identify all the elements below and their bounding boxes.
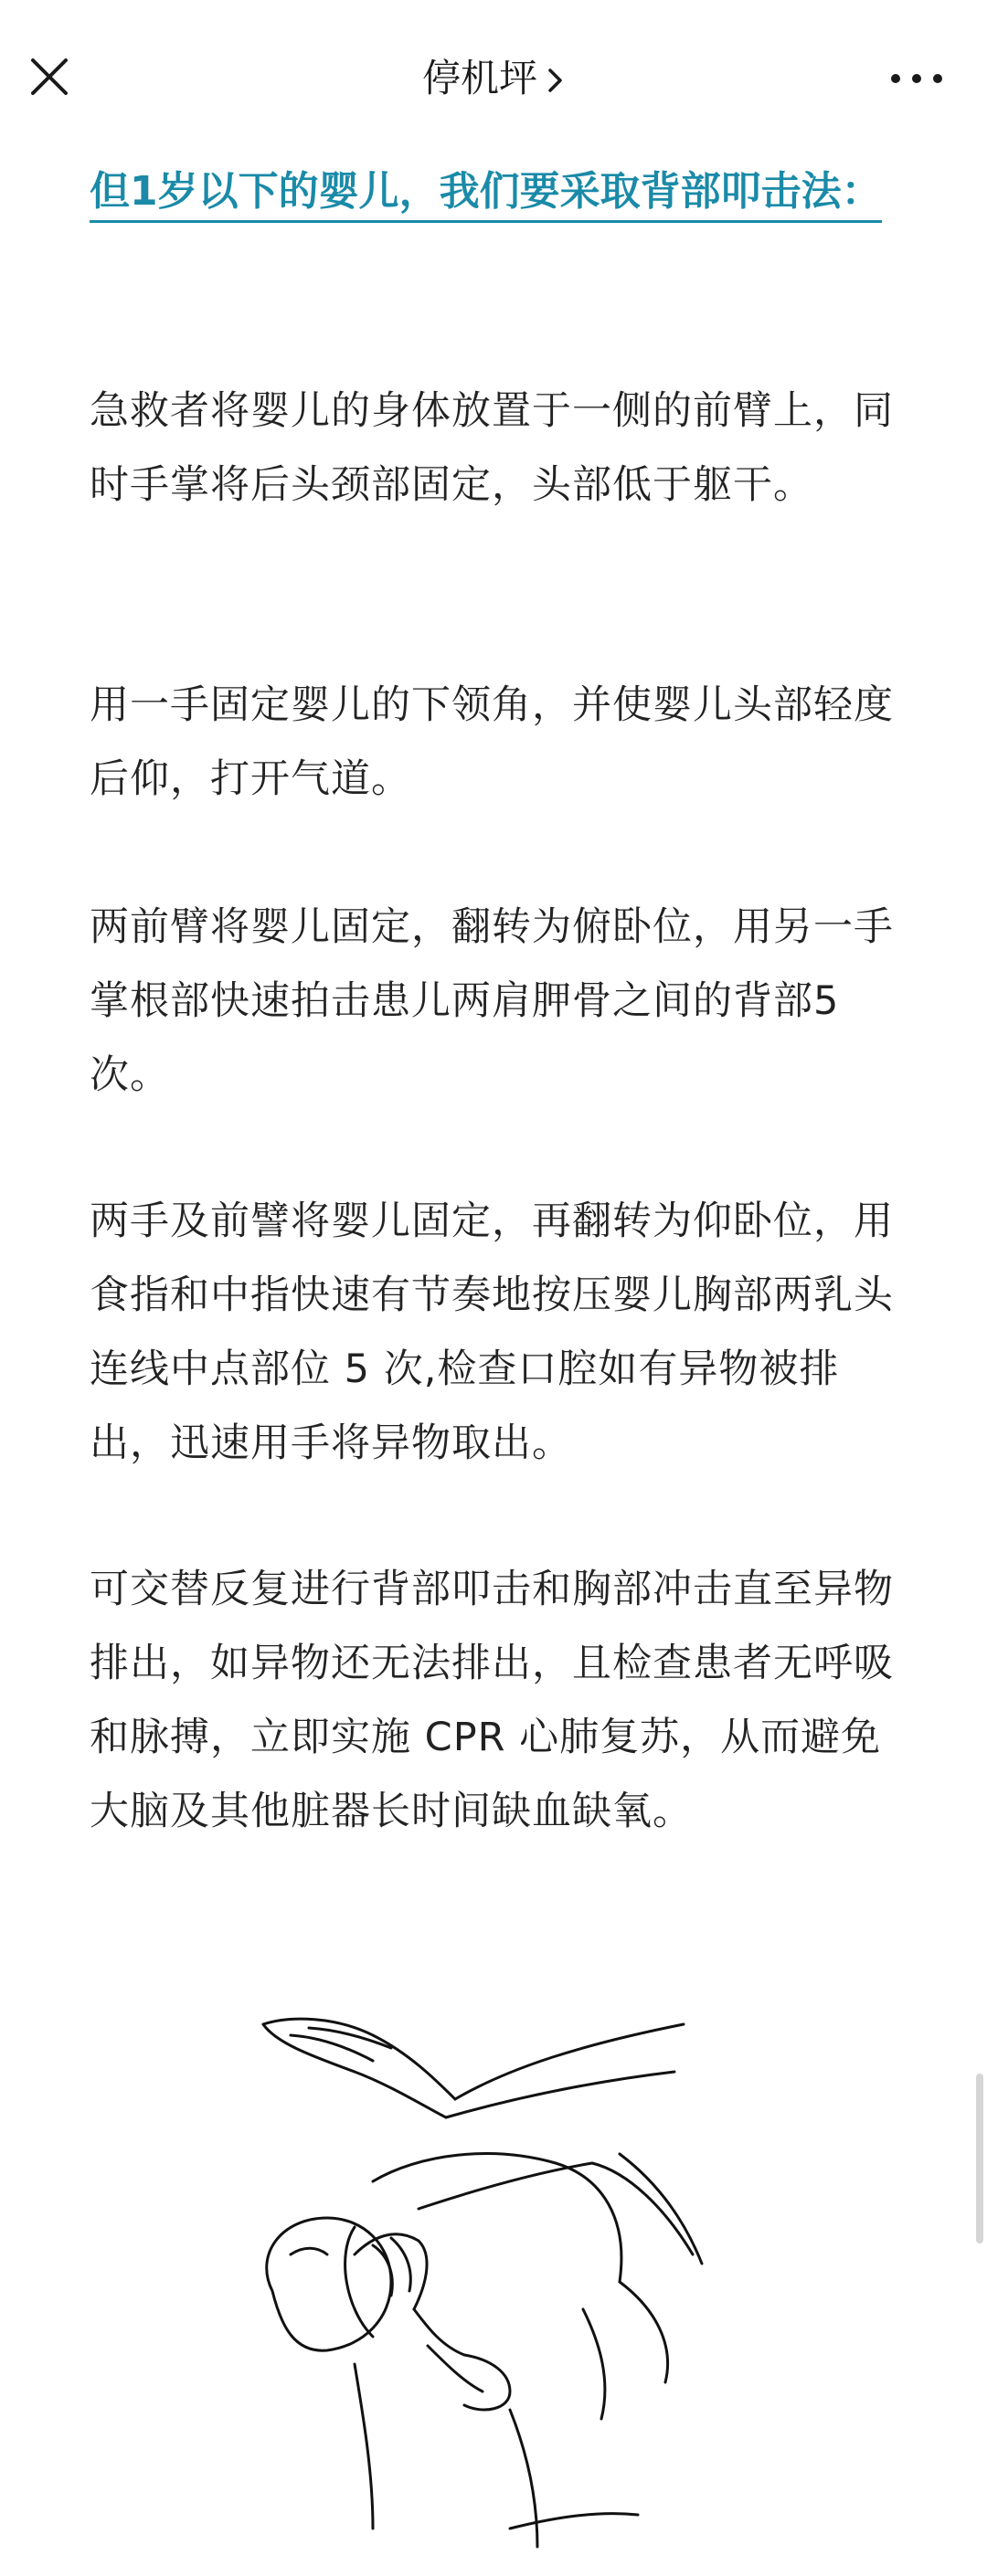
article-content <box>90 146 894 1834</box>
article-paragraph-3: 两前臂将婴儿固定，翻转为俯卧位，用另一手掌根部快速拍击患儿两肩胛骨之间的背部5次。 <box>90 904 894 1098</box>
section-heading-text: 但1岁以下的婴儿，我们要采取背部叩击法： <box>90 168 882 223</box>
account-title-link[interactable] <box>0 53 987 107</box>
section-heading <box>90 155 885 228</box>
article-paragraph-2: 用一手固定婴儿的下领角，并使婴儿头部轻度后仰，打开气道。 <box>90 682 894 802</box>
more-horizontal-icon <box>885 60 949 97</box>
chevron-right-icon <box>547 56 565 107</box>
account-name: 停机坪 <box>421 56 537 100</box>
scrollbar[interactable] <box>976 2074 983 2243</box>
infant-back-blow-illustration <box>236 1980 775 2572</box>
more-button[interactable] <box>885 60 949 97</box>
article-paragraph-5: 可交替反复进行背部叩击和胸部冲击直至异物排出，如异物还无法排出，且检查患者无呼吸和脉搏，立即实施 CPR 心肺复苏，从而避免大脑及其他脏器长时间缺血缺氧。 <box>90 1567 894 1834</box>
article-paragraph-4: 两手及前譬将婴儿固定，再翻转为仰卧位，用食指和中指快速有节奏地按压婴儿胸部两乳头连线中点部位 5 次,检查口腔如有异物被排出，迅速用手将异物取出。 <box>90 1198 894 1466</box>
article-paragraph-1: 急救者将婴儿的身体放置于一侧的前臂上，同时手掌将后头颈部固定，头部低于躯干。 <box>90 388 894 508</box>
top-navigation-bar <box>0 0 987 146</box>
